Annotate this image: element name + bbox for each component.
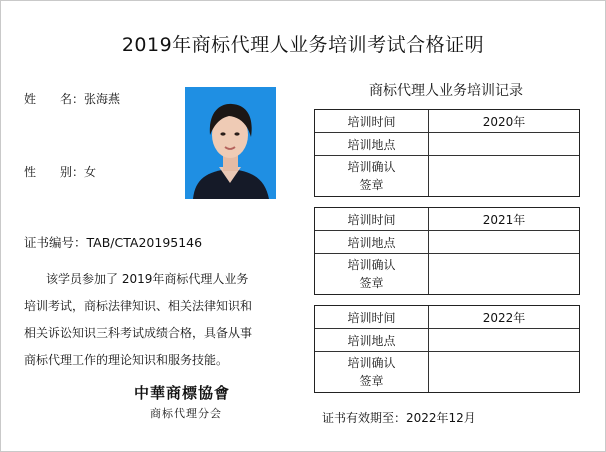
training-confirm-value: [429, 352, 580, 393]
record-title: 商标代理人业务培训记录: [369, 83, 523, 99]
training-year: 2022年: [429, 306, 580, 329]
gender-label: 性 别：: [24, 165, 85, 179]
record-block-2020: [314, 109, 580, 197]
training-place-label: 培训地点: [315, 329, 429, 352]
training-time-label: 培训时间: [315, 306, 429, 329]
training-year: 2021年: [429, 208, 580, 231]
training-place-value: [429, 133, 580, 156]
training-place-value: [429, 231, 580, 254]
name-label: 姓 名：: [24, 92, 85, 106]
training-confirm-value: [429, 254, 580, 295]
name-row: [24, 90, 120, 107]
statement-line: 培训考试，商标法律知识、相关法律知识和: [24, 299, 253, 313]
gender-row: [24, 163, 96, 180]
certificate-title: 2019年商标代理人业务培训考试合格证明: [121, 34, 485, 56]
statement-line: 商标代理工作的理论知识和服务技能。: [24, 353, 229, 367]
training-confirm-value: [429, 156, 580, 197]
training-year: 2020年: [429, 110, 580, 133]
gender-value: 女: [84, 165, 97, 179]
training-confirm-label: 培训确认 签章: [315, 254, 429, 295]
training-confirm-label: 培训确认 签章: [315, 156, 429, 197]
holder-photo: [185, 87, 276, 199]
association-seal: 中華商標協會: [134, 384, 231, 402]
training-time-label: 培训时间: [315, 208, 429, 231]
statement-line: 相关诉讼知识三科考试成绩合格，具备从事: [24, 326, 253, 340]
cert-number-value: TAB/CTA20195146: [86, 235, 203, 250]
cert-number-row: [24, 233, 202, 251]
record-block-2022: [314, 305, 580, 393]
branch-name: 商标代理分会: [150, 407, 222, 420]
qualification-statement: [24, 266, 287, 374]
name-value: 张海燕: [84, 92, 121, 106]
cert-number-label: 证书编号：: [24, 235, 87, 250]
training-place-label: 培训地点: [315, 133, 429, 156]
training-place-label: 培训地点: [315, 231, 429, 254]
training-confirm-label: 培训确认 签章: [315, 352, 429, 393]
holder-section: [24, 0, 294, 452]
validity-date: 证书有效期至：2022年12月: [322, 411, 476, 425]
record-block-2021: [314, 207, 580, 295]
training-time-label: 培训时间: [315, 110, 429, 133]
training-place-value: [429, 329, 580, 352]
statement-line: 该学员参加了 2019年商标代理人业务: [46, 272, 249, 286]
